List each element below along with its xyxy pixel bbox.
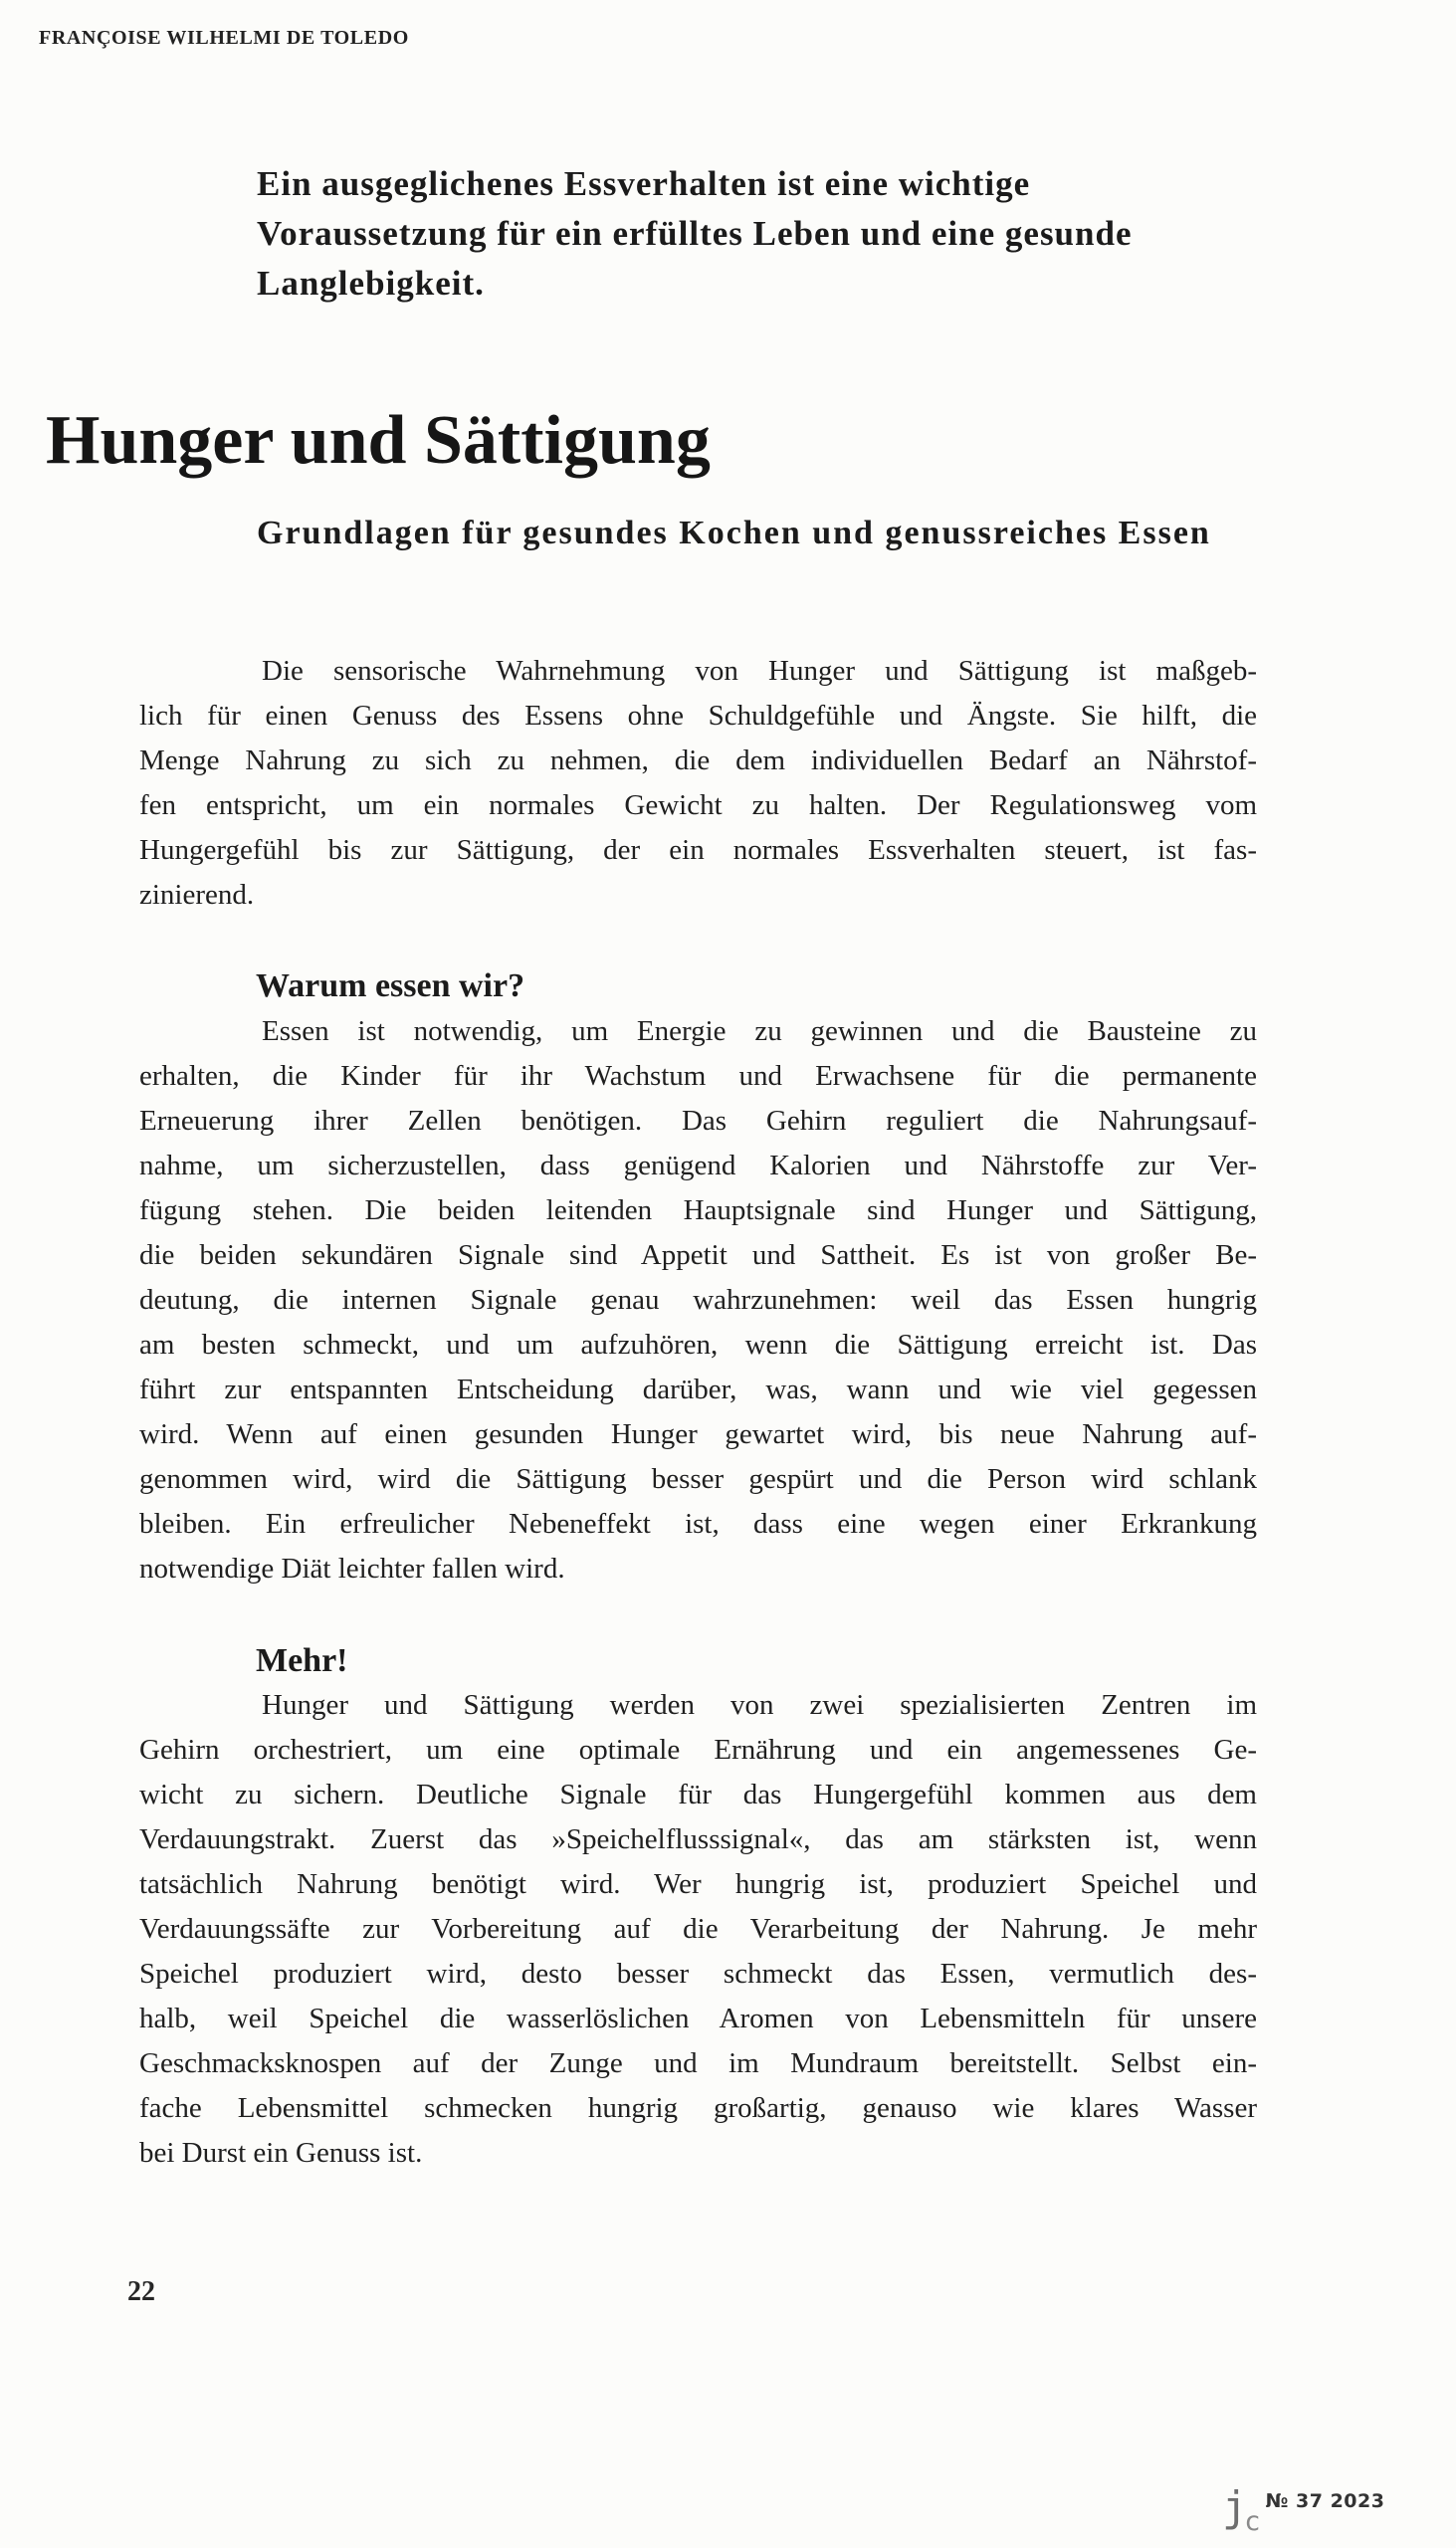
section-heading-warum-essen-wir: Warum essen wir? [256,967,525,1004]
text-line: fen entspricht, um ein normales Gewicht zu halten. Der Regulationsweg vom [139,789,1257,821]
jc-logo-j: j [1222,2482,1248,2531]
text-line: halb, weil Speichel die wasserlöslichen Aromen von Lebensmitteln für unsere [139,2003,1257,2034]
text-line: fache Lebensmittel schmecken hungrig großartig, genauso wie klares Wasser [139,2092,1257,2124]
page-number: 22 [127,2276,155,2307]
text-line: Speichel produziert wird, desto besser schmeckt das Essen, vermutlich des- [139,1958,1257,1990]
text-line: Die sensorische Wahrnehmung von Hunger und Sättigung ist maßgeb- [262,655,1257,687]
text-line: Verdauungssäfte zur Vorbereitung auf die Verarbeitung der Nahrung. Je mehr [139,1913,1257,1945]
jc-logo-c: c [1244,2506,1261,2537]
text-line: zinierend. [139,879,255,911]
paragraph-warum-essen-wir [139,1009,1257,1592]
text-line: Langlebigkeit. [257,264,485,303]
text-line: die beiden sekundären Signale sind Appetit und Sattheit. Es ist von großer Be- [139,1239,1257,1271]
section-heading-mehr: Mehr! [256,1642,348,1679]
jc-logo [1222,2482,1264,2537]
text-line: tatsächlich Nahrung benötigt wird. Wer hungrig ist, produziert Speichel und [139,1868,1257,1900]
text-line: lich für einen Genuss des Essens ohne Schuldgefühle und Ängste. Sie hilft, die [139,700,1257,732]
text-line: Erneuerung ihrer Zellen benötigen. Das Gehirn reguliert die Nahrungsauf- [139,1105,1257,1137]
text-line: Essen ist notwendig, um Energie zu gewinnen und die Bausteine zu [262,1015,1257,1047]
text-line: Menge Nahrung zu sich zu nehmen, die dem individuellen Bedarf an Nährstof- [139,744,1257,776]
text-line: Hunger und Sättigung werden von zwei spezialisierten Zentren im [262,1689,1257,1721]
text-line: Gehirn orchestriert, um eine optimale Ernährung und ein angemessenes Ge- [139,1734,1257,1766]
text-line: am besten schmeckt, und um aufzuhören, wenn die Sättigung erreicht ist. Das [139,1329,1257,1361]
journal-issue-mark [1222,2482,1385,2537]
intro-statement [257,159,1312,309]
author-header: FRANÇOISE WILHELMI DE TOLEDO [39,27,409,49]
paragraph-lead [139,649,1257,918]
text-line: notwendige Diät leichter fallen wird. [139,1553,565,1585]
text-line: wird. Wenn auf einen gesunden Hunger gewartet wird, bis neue Nahrung auf- [139,1418,1257,1450]
text-line: bleiben. Ein erfreulicher Nebeneffekt ist, dass eine wegen einer Erkrankung [139,1508,1257,1540]
text-line: fügung stehen. Die beiden leitenden Hauptsignale sind Hunger und Sättigung, [139,1194,1257,1226]
paragraph-mehr [139,1683,1257,2176]
text-line: Hungergefühl bis zur Sättigung, der ein normales Essverhalten steuert, ist fas- [139,834,1257,866]
text-line: wicht zu sichern. Deutliche Signale für das Hungergefühl kommen aus dem [139,1779,1257,1810]
text-line: führt zur entspannten Entscheidung darüber, was, wann und wie viel gegessen [139,1374,1257,1405]
text-line: Verdauungstrakt. Zuerst das »Speichelflusssignal«, das am stärksten ist, wenn [139,1823,1257,1855]
text-line: Ein ausgeglichenes Essverhalten ist eine wichtige [257,164,1031,203]
text-line: deutung, die internen Signale genau wahrzunehmen: weil das Essen hungrig [139,1284,1257,1316]
page-title: Hunger und Sättigung [46,402,711,479]
text-line: bei Durst ein Genuss ist. [139,2137,423,2169]
issue-number-label: № 37 2023 [1265,2490,1385,2512]
text-line: nahme, um sicherzustellen, dass genügend Kalorien und Nährstoffe zur Ver- [139,1150,1257,1181]
text-line: Geschmacksknospen auf der Zunge und im Mundraum bereitstellt. Selbst ein- [139,2047,1257,2079]
text-line: erhalten, die Kinder für ihr Wachstum und Erwachsene für die permanente [139,1060,1257,1092]
text-line: Voraussetzung für ein erfülltes Leben und eine gesunde [257,214,1133,253]
text-line: genommen wird, wird die Sättigung besser gespürt und die Person wird schlank [139,1463,1257,1495]
page-subtitle: Grundlagen für gesundes Kochen und genussreiches Essen [257,515,1211,551]
